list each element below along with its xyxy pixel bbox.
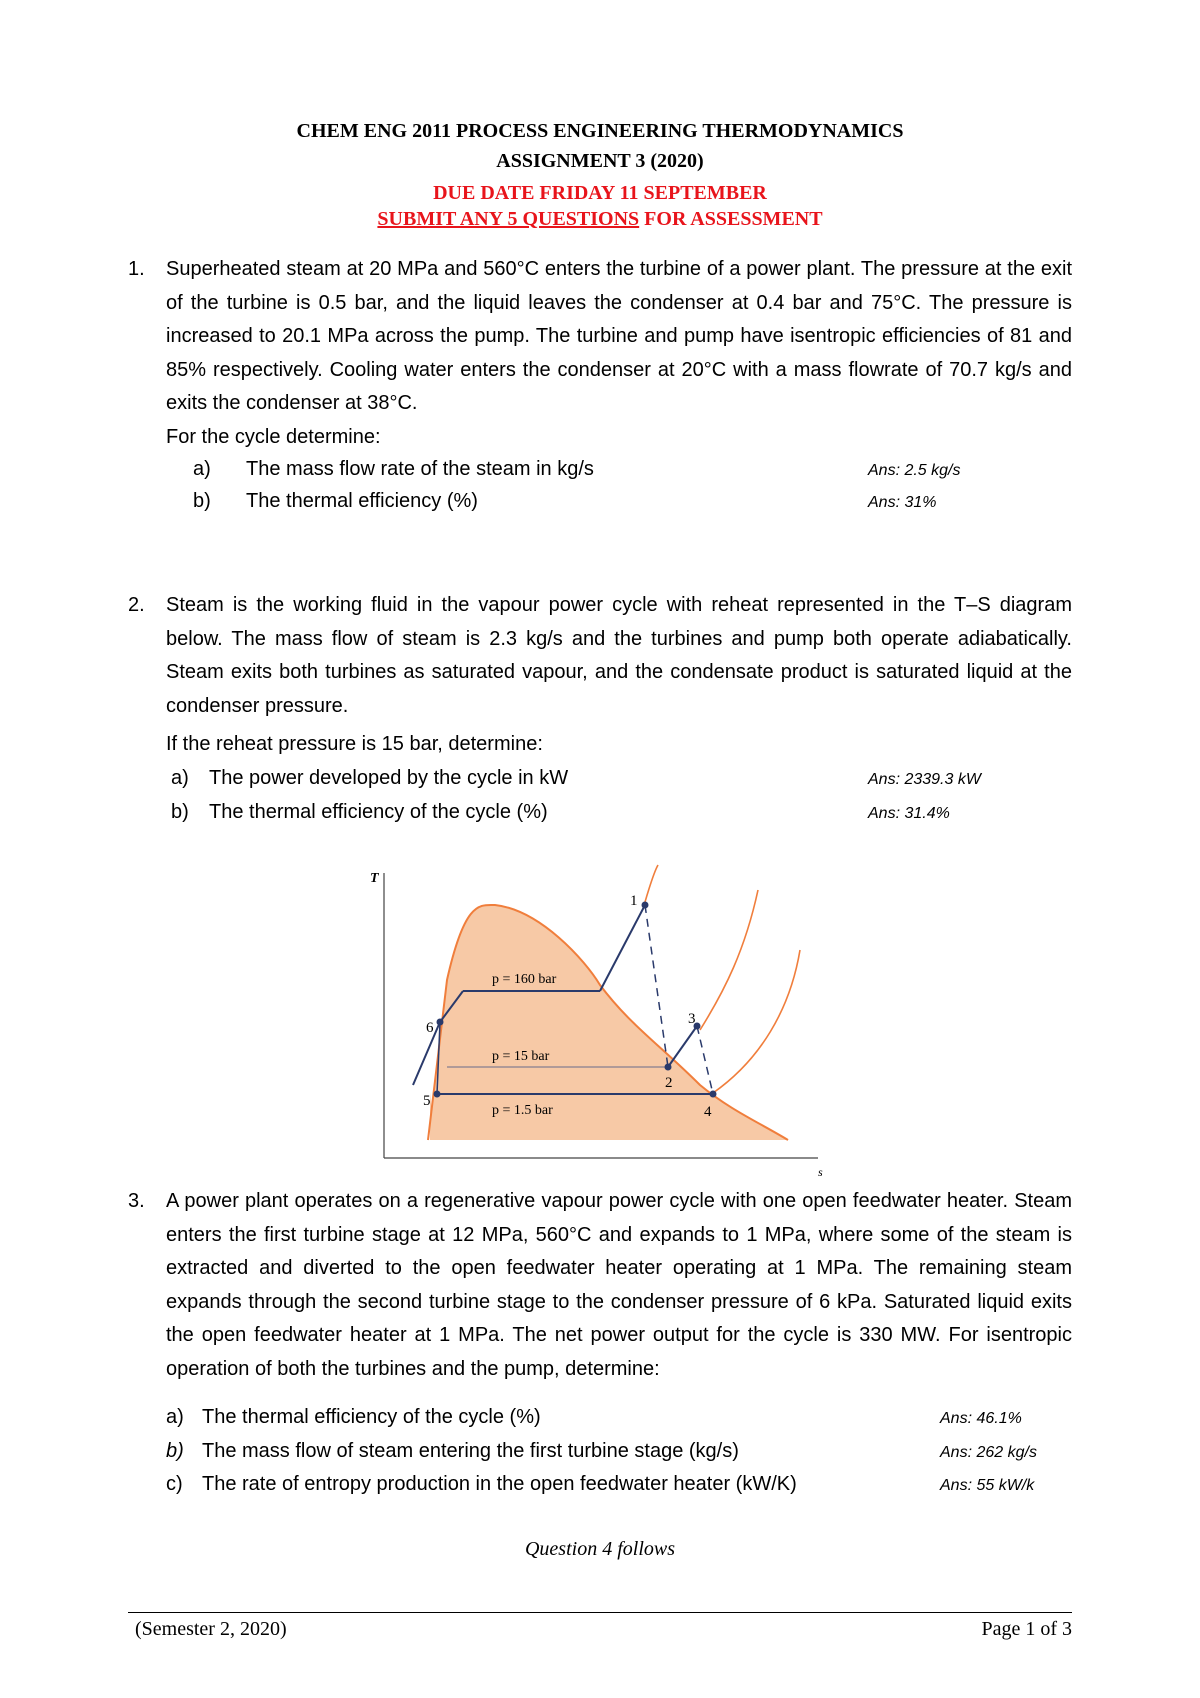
- point-1: [642, 902, 649, 909]
- assignment-title: ASSIGNMENT 3 (2020): [496, 150, 704, 172]
- question-4-follows: Question 4 follows: [524, 1538, 675, 1560]
- q3b-label: b): [166, 1440, 184, 1462]
- label-point-4: 4: [704, 1104, 712, 1120]
- q3a-text: The thermal efficiency of the cycle (%): [202, 1406, 541, 1428]
- q2-prompt: If the reheat pressure is 15 bar, determine:: [166, 733, 543, 755]
- due-date: DUE DATE FRIDAY 11 SEPTEMBER: [433, 182, 767, 204]
- q3c-text: The rate of entropy production in the open feedwater heater (kW/K): [202, 1473, 797, 1495]
- point-4: [710, 1091, 717, 1098]
- q3-text: A power plant operates on a regenerative vapour power cycle with one open feedwater heater. Steam enters the first turbine stage at 12 MPa, 560°C and expands to 1 MPa, where some of the steam is extracted and diverted to the open feedwater heater operating at 1 MPa. The remaining steam expands through the second turbine stage to the condenser pressure of 6 kPa. Saturated liquid exits the open feedwater heater at 1 MPa. The net power output for the cycle is 330 MW. For isentropic operation of both the turbines and the pump, determine:: [166, 1190, 1072, 1380]
- footer-divider: [128, 1612, 1072, 1613]
- q2b-answer: Ans: 31.4%: [868, 805, 950, 822]
- label-point-1: 1: [630, 893, 638, 909]
- q3-number: 3.: [128, 1190, 145, 1212]
- label-point-3: 3: [688, 1011, 696, 1027]
- q3c-answer: Ans: 55 kW/k: [940, 1477, 1035, 1494]
- q3c-label: c): [166, 1473, 183, 1495]
- q2-text: Steam is the working fluid in the vapour power cycle with reheat represented in the T–S diagram below. The mass flow of steam is 2.3 kg/s and the turbines and pump both operate adiabatically. Steam exits both turbines as saturated vapour, and the condensate product is saturated liquid at the condenser pressure.: [166, 594, 1072, 717]
- submit-underlined: SUBMIT ANY 5 QUESTIONS: [377, 208, 640, 230]
- q2a-text: The power developed by the cycle in kW: [209, 767, 569, 789]
- q3b-text: The mass flow of steam entering the first turbine stage (kg/s): [202, 1440, 739, 1462]
- q1a-answer: Ans: 2.5 kg/s: [868, 462, 961, 479]
- point-2: [665, 1064, 672, 1071]
- label-1p5bar: p = 1.5 bar: [492, 1103, 553, 1118]
- label-160bar: p = 160 bar: [492, 972, 557, 987]
- course-title: CHEM ENG 2011 PROCESS ENGINEERING THERMODYNAMICS: [296, 120, 904, 142]
- point-5: [434, 1091, 441, 1098]
- t-axis-label: T: [370, 871, 379, 886]
- q2a-answer: Ans: 2339.3 kW: [868, 771, 981, 788]
- q3a-label: a): [166, 1406, 184, 1428]
- q2b-text: The thermal efficiency of the cycle (%): [209, 801, 548, 823]
- q1b-label: b): [193, 490, 211, 512]
- q1b-text: The thermal efficiency (%): [246, 490, 478, 512]
- q1a-text: The mass flow rate of the steam in kg/s: [246, 458, 594, 480]
- q1-number: 1.: [128, 258, 145, 280]
- q1-text: Superheated steam at 20 MPa and 560°C enters the turbine of a power plant. The pressure at the exit of the turbine is 0.5 bar, and the liquid leaves the condenser at 0.4 bar and 75°C. The pressure is increased to 20.1 MPa across the pump. The turbine and pump have isentropic efficiencies of 81 and 85% respectively. Cooling water enters the condenser at 20°C with a mass flowrate of 70.7 kg/s and exits the condenser at 38°C.: [166, 258, 1072, 414]
- label-point-6: 6: [426, 1020, 434, 1036]
- footer-page-number: Page 1 of 3: [981, 1618, 1072, 1640]
- q3b-answer: Ans: 262 kg/s: [940, 1444, 1037, 1461]
- q3a-answer: Ans: 46.1%: [940, 1410, 1022, 1427]
- q2b-label: b): [171, 801, 189, 823]
- q2-number: 2.: [128, 594, 145, 616]
- point-6: [437, 1019, 444, 1026]
- label-point-2: 2: [665, 1075, 673, 1091]
- submit-rest: FOR ASSESSMENT: [639, 208, 823, 230]
- q2a-label: a): [171, 767, 189, 789]
- q1b-answer: Ans: 31%: [868, 494, 937, 511]
- q1a-label: a): [193, 458, 211, 480]
- label-point-5: 5: [423, 1093, 431, 1109]
- s-axis-label: s: [818, 1165, 823, 1179]
- label-15bar: p = 15 bar: [492, 1049, 550, 1064]
- q1-prompt: For the cycle determine:: [166, 426, 381, 448]
- footer-semester: (Semester 2, 2020): [135, 1618, 287, 1640]
